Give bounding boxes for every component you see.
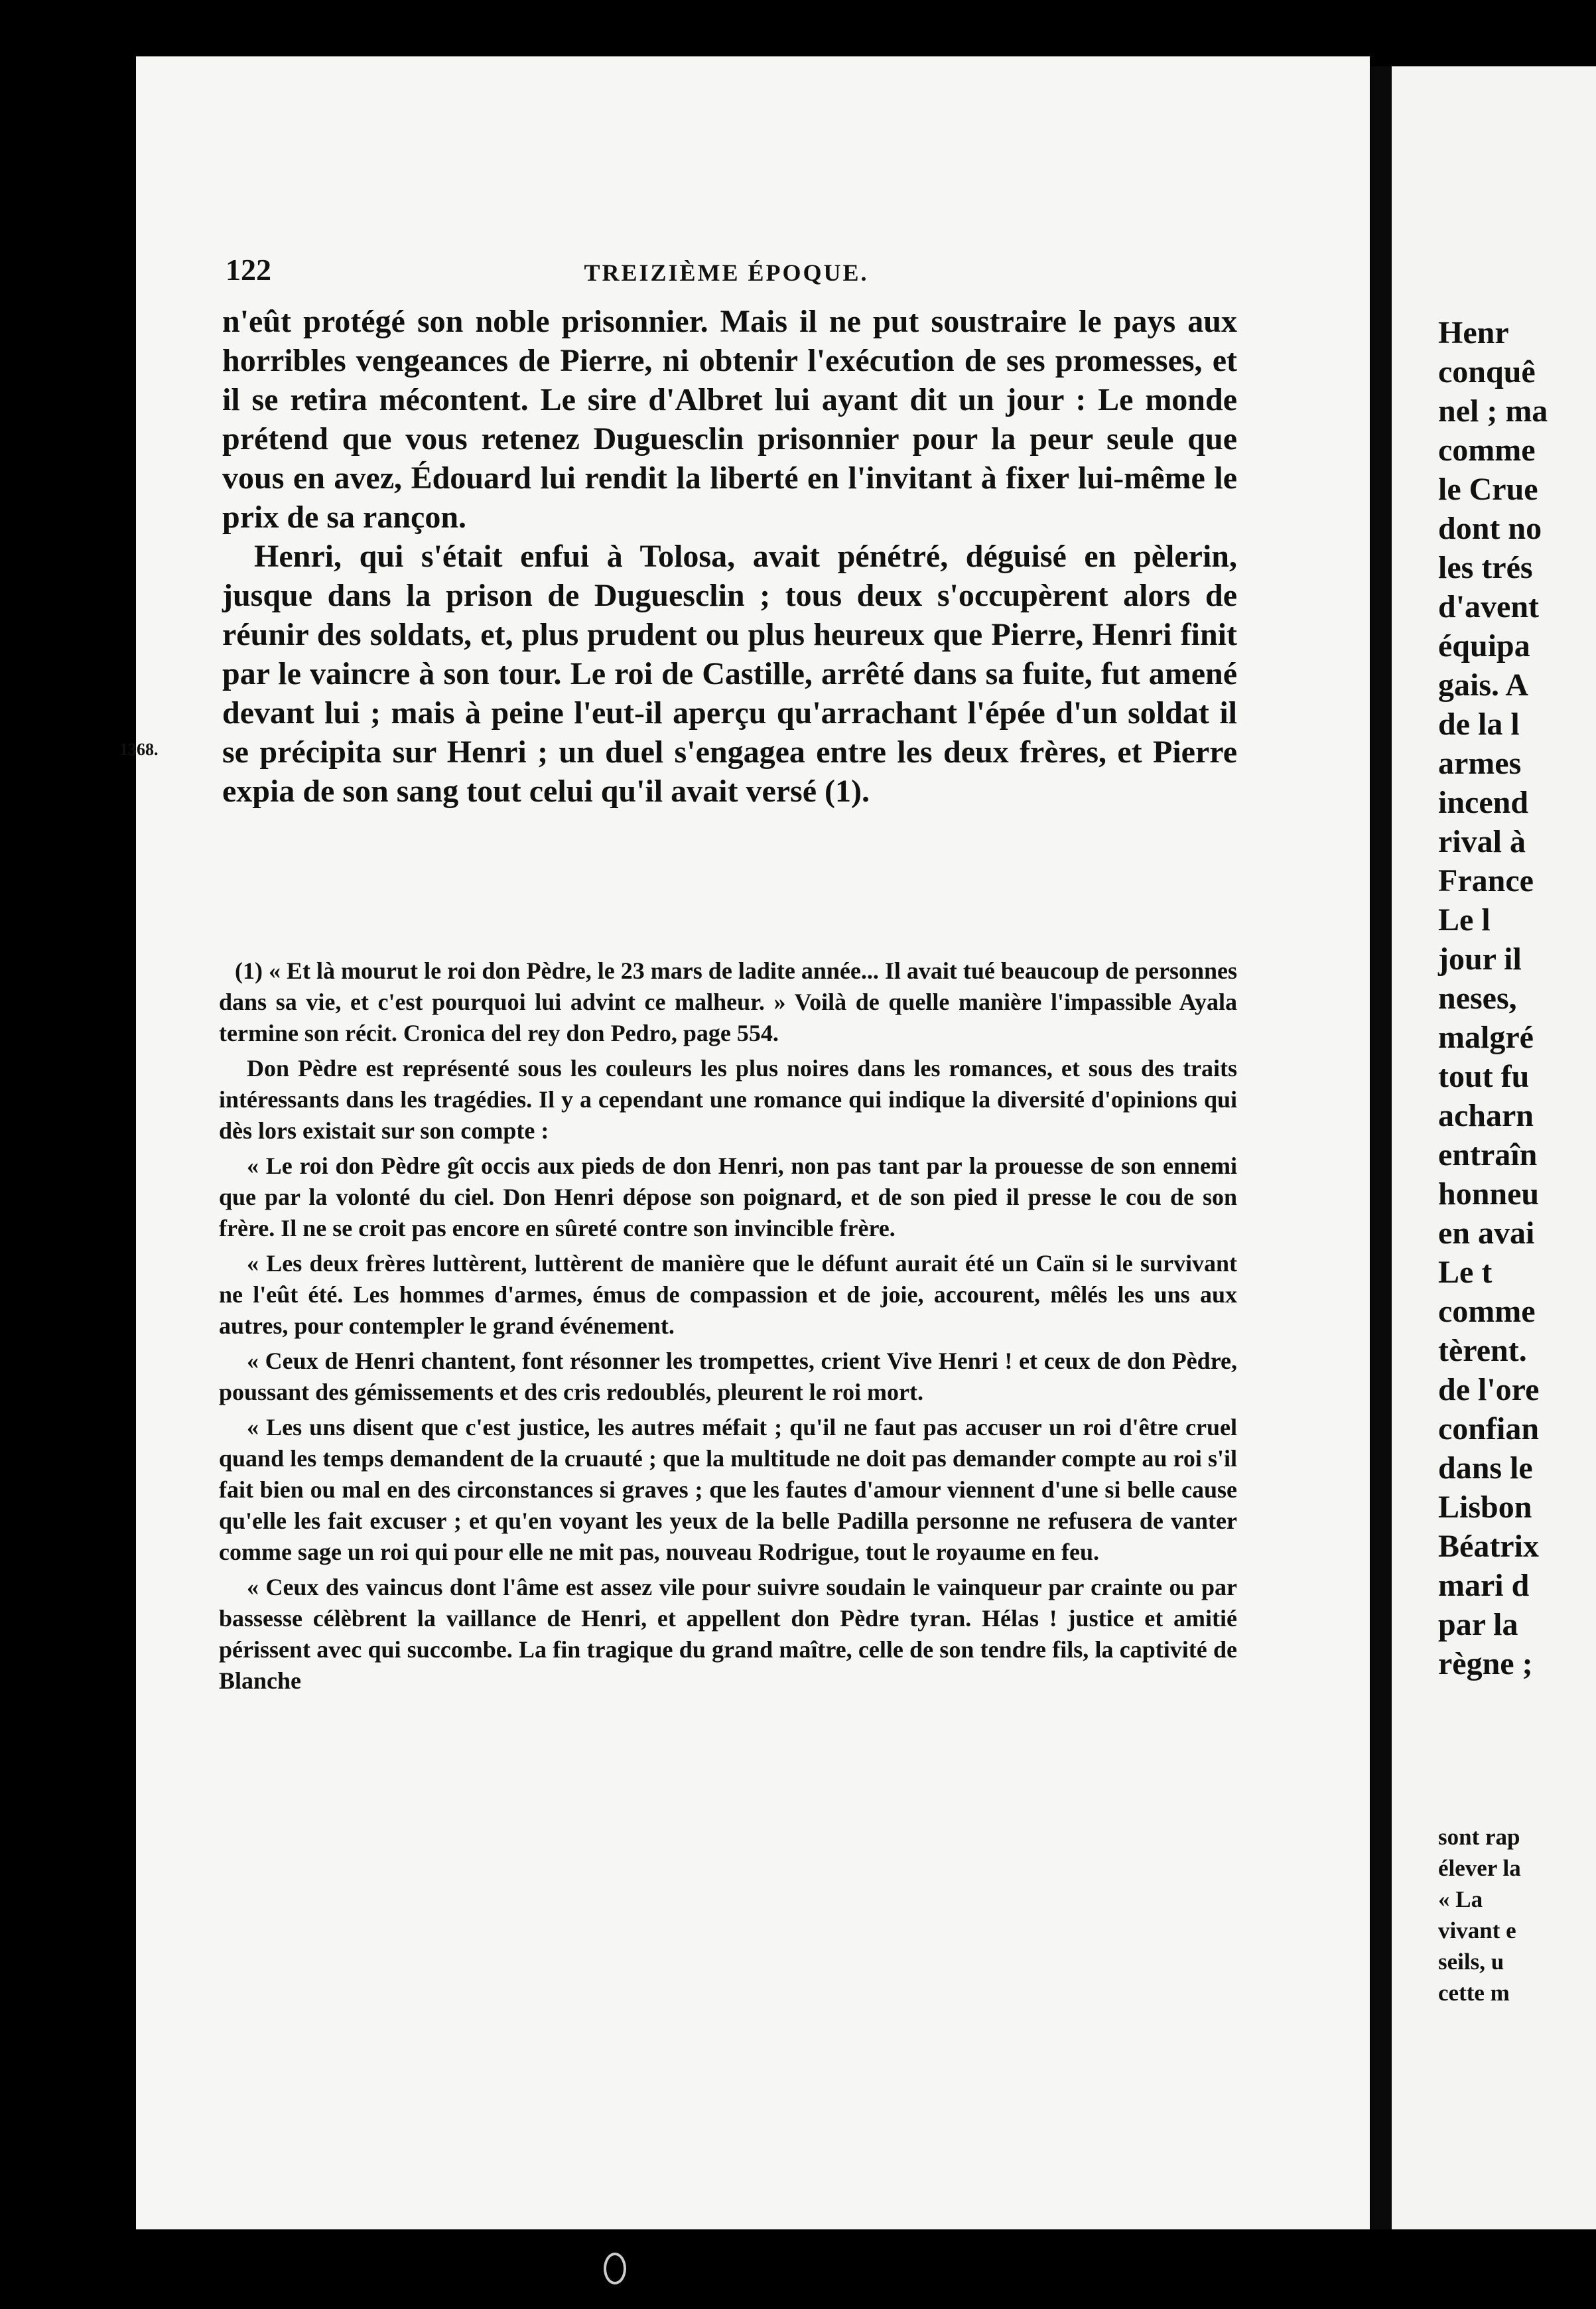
right-page-line: honneu — [1438, 1176, 1540, 1212]
right-page-line: dans le — [1438, 1450, 1533, 1486]
footnotes — [219, 955, 1237, 1701]
right-page-line: par la — [1438, 1607, 1518, 1642]
footnote-paragraph: Don Pèdre est représenté sous les couleurs les plus noires dans les romances, et sous des traits intéressants dans les tragédies. Il y a cependant une romance qui indique la diversité d'opinions qui dès lors existait sur son compte : — [219, 1055, 1237, 1144]
margin-note-year: 1368. — [119, 740, 159, 759]
right-page-line: Le l — [1438, 902, 1491, 938]
right-page-line: règne ; — [1438, 1646, 1533, 1681]
right-page-line: le Crue — [1438, 472, 1538, 507]
right-page-footnote-line: sont rap — [1438, 1824, 1520, 1850]
right-page-text — [1438, 313, 1596, 1683]
right-page-line: en avai — [1438, 1216, 1535, 1251]
right-page-line: d'avent — [1438, 589, 1540, 624]
book-spine — [1370, 66, 1392, 2229]
right-page-line: mari d — [1438, 1568, 1530, 1603]
right-page-line: de l'ore — [1438, 1372, 1540, 1407]
right-page-line: malgré — [1438, 1020, 1534, 1055]
right-page-footnote-line: « La — [1438, 1886, 1483, 1912]
main-text — [222, 302, 1237, 811]
footnote-paragraph: « Les uns disent que c'est justice, les autres méfait ; qu'il ne faut pas accuser un roi d'être cruel quand les temps demandent de la cruauté ; que la multitude ne doit pas demander compte au roi s'il fait bien ou mal en des circonstances si graves ; que les fautes d'amour viennent d'une si belle cause qu'elle les fait excuser ; et qu'en voyant les yeux de la belle Padilla personne ne refusera de vanter comme sage un roi qui pour elle ne mit pas, nouveau Rodrigue, tout le royaume en feu. — [219, 1414, 1237, 1565]
right-page-footnote-line: seils, u — [1438, 1949, 1504, 1975]
footnote-paragraph: « Ceux de Henri chantent, font résonner les trompettes, crient Vive Henri ! et ceux de don Pèdre, poussant des gémissements et des cris redoublés, pleurent le roi mort. — [219, 1348, 1237, 1405]
right-page-line: Béatrix — [1438, 1529, 1539, 1564]
right-page-line: les trés — [1438, 550, 1533, 585]
right-page-line: Henr — [1438, 315, 1509, 350]
right-page-line: dont no — [1438, 511, 1542, 546]
page-edge-mark — [604, 2253, 626, 2284]
running-head: TREIZIÈME ÉPOQUE. — [584, 259, 869, 286]
right-page-line: de la l — [1438, 707, 1520, 742]
footnote-paragraph: « Ceux des vaincus dont l'âme est assez vile pour suivre soudain le vainqueur par crainte ou par bassesse célèbrent la vaillance de Henri, et appellent don Pèdre tyran. Hélas ! justice et amitié périssent avec qui succombe. La fin tragique du grand maître, celle de son tendre fils, la captivité de Blanche — [219, 1574, 1237, 1694]
right-page-line: confian — [1438, 1411, 1540, 1446]
right-page-line: gais. A — [1438, 667, 1529, 703]
right-page-footnote-line: vivant e — [1438, 1918, 1516, 1943]
right-page-line: armes — [1438, 746, 1522, 781]
page-number: 122 — [226, 253, 271, 287]
right-page-line: conquê — [1438, 354, 1536, 389]
right-page-line: incend — [1438, 785, 1529, 820]
right-page-line: tèrent. — [1438, 1333, 1527, 1368]
right-page-line: neses, — [1438, 981, 1517, 1016]
footnote-paragraph: « Les deux frères luttèrent, luttèrent de manière que le défunt aurait été un Caïn si le survivant ne l'eût été. Les hommes d'armes, émus de compassion et de joie, accourent, mêlés les uns aux autres, pour contempler le grand événement. — [219, 1250, 1237, 1339]
paragraph: Henri, qui s'était enfui à Tolosa, avait pénétré, déguisé en pèlerin, jusque dans la prison de Duguesclin ; tous deux s'occupèrent alors de réunir des soldats, et, plus prudent ou plus heureux que Pierre, Henri finit par le vaincre à son tour. Le roi de Castille, arrêté dans sa fuite, fut amené devant lui ; mais à peine l'eut-il aperçu qu'arrachant l'épée d'un soldat il se précipita sur Henri ; un duel s'engagea entre les deux frères, et Pierre expia de son sang tout celui qu'il avait versé (1). — [222, 539, 1237, 809]
paragraph: n'eût protégé son noble prisonnier. Mais il ne put soustraire le pays aux horribles vengeances de Pierre, ni obtenir l'exécution de ses promesses, et il se retira mécontent. Le sire d'Albret lui ayant dit un jour : Le monde prétend que vous retenez Duguesclin prisonnier pour la peur seule que vous en avez, Édouard lui rendit la liberté en l'invitant à fixer lui-même le prix de sa rançon. — [222, 304, 1237, 535]
right-page-line: Lisbon — [1438, 1490, 1532, 1525]
right-page-line: acharn — [1438, 1098, 1534, 1133]
right-page-footnote-line: élever la — [1438, 1855, 1521, 1881]
page-header — [226, 252, 1227, 292]
right-page-line: jour il — [1438, 942, 1522, 977]
right-page-line: comme — [1438, 1294, 1536, 1329]
right-page-footnote-line: cette m — [1438, 1980, 1510, 2006]
footnote-paragraph: (1) « Et là mourut le roi don Pèdre, le 23 mars de ladite année... Il avait tué beaucoup de personnes dans sa vie, et c'est pourquoi lui advint ce malheur. » Voilà de quelle manière l'impassible Ayala termine son récit. Cronica del rey don Pedro, page 554. — [219, 957, 1237, 1046]
right-page-footnotes — [1438, 1821, 1596, 2008]
right-page-line: rival à — [1438, 824, 1526, 859]
right-page-line: France — [1438, 863, 1534, 898]
right-page-line: tout fu — [1438, 1059, 1530, 1094]
footnote-paragraph: « Le roi don Pèdre gît occis aux pieds de don Henri, non pas tant par la prouesse de son ennemi que par la volonté du ciel. Don Henri dépose son poignard, et de son pied il presse le cou de son frère. Il ne se croit pas encore en sûreté contre son invincible frère. — [219, 1153, 1237, 1241]
right-page-line: Le t — [1438, 1255, 1493, 1290]
right-page-line: nel ; ma — [1438, 393, 1548, 429]
right-page-line: comme — [1438, 433, 1536, 468]
right-page-line: entraîn — [1438, 1137, 1538, 1172]
right-page-line: équipa — [1438, 628, 1530, 664]
